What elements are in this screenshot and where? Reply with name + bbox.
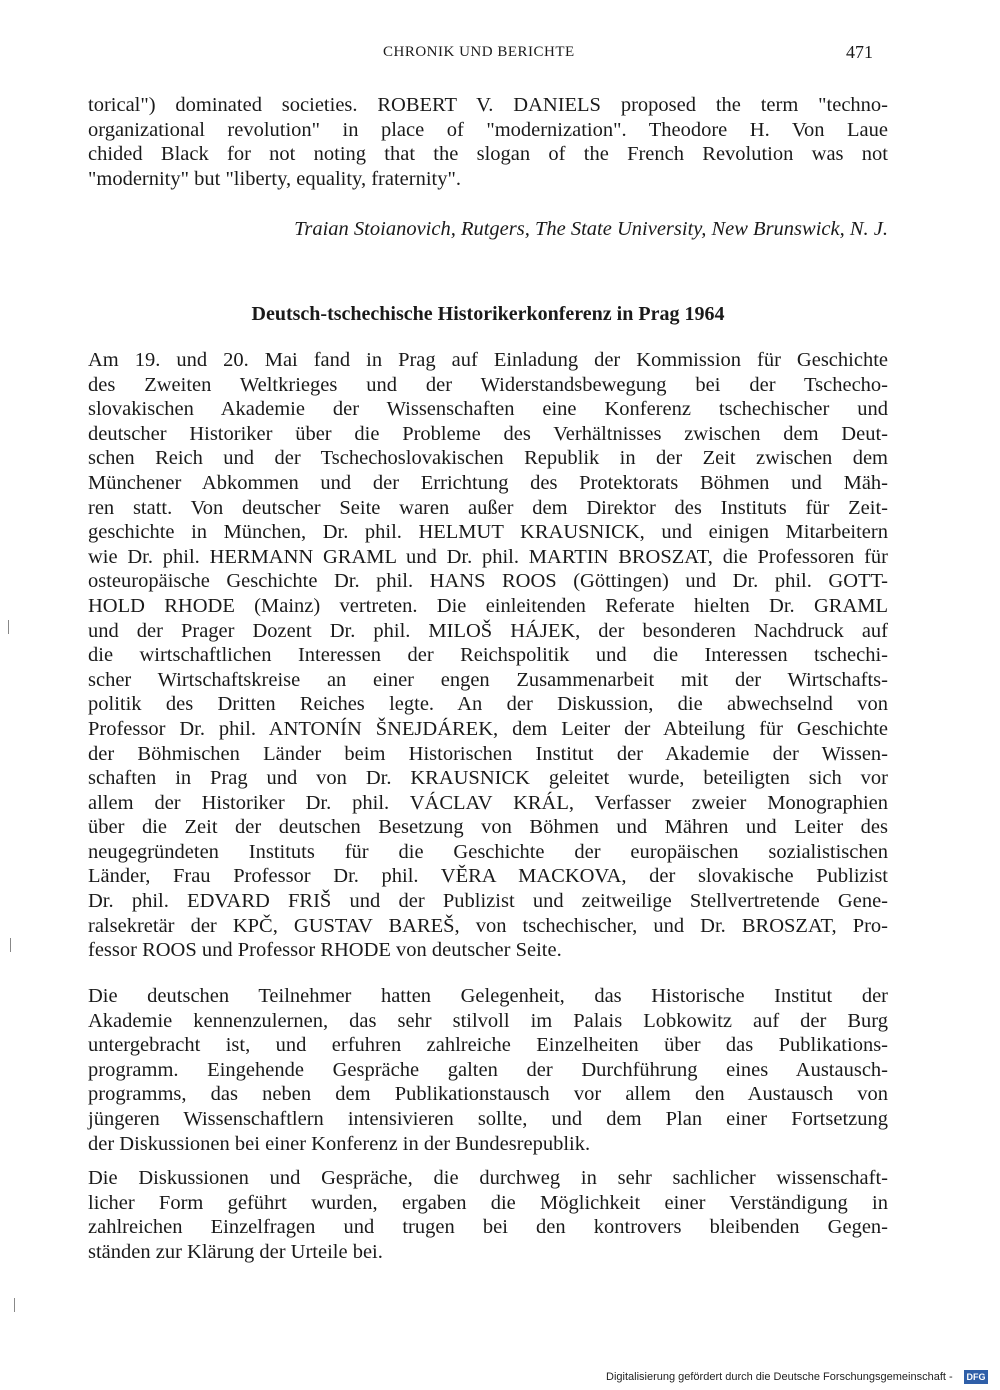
text-line: Die deutschen Teilnehmer hatten Gelegenheit, das Historische Institut der [88, 985, 888, 1007]
article-paragraph-1 [88, 348, 888, 963]
text-line: und der Prager Dozent Dr. phil. MILOŠ HÁJEK, der besonderen Nachdruck auf [88, 619, 888, 642]
text-line: wie Dr. phil. HERMANN GRAML und Dr. phil. MARTIN BROSZAT, die Professoren für [88, 545, 888, 568]
text-line: der Böhmischen Länder beim Historischen Institut der Akademie der Wissen- [88, 742, 888, 765]
text-line: "modernity" but "liberty, equality, fraternity". [88, 167, 461, 190]
text-line: ständen zur Klärung der Urteile bei. [88, 1240, 383, 1263]
text-line: programm. Eingehende Gespräche galten der Durchführung eines Austausch- [88, 1058, 888, 1081]
text-line: über die Zeit der deutschen Besetzung von Böhmen und Mähren und Leiter des [88, 816, 888, 839]
text-line: des Zweiten Weltkrieges und der Widerstandsbewegung bei der Tschecho- [88, 373, 888, 396]
article-paragraph-3 [88, 1166, 888, 1264]
dfg-logo: DFG [964, 1370, 988, 1384]
running-head: CHRONIK UND BERICHTE [383, 44, 575, 60]
text-line: schen Reich und der Tschechoslovakischen Republik in der Zeit zwischen dem [88, 447, 888, 470]
margin-mark [14, 1298, 15, 1312]
text-line: Professor Dr. phil. ANTONÍN ŠNEJDÁREK, dem Leiter der Abteilung für Geschichte [88, 717, 888, 740]
text-line: politik des Dritten Reiches legte. An der Diskussion, die abwechselnd von [88, 693, 888, 716]
text-line: neugegründeten Instituts für die Geschichte der europäischen sozialistischen [88, 840, 888, 863]
author-signature: Traian Stoianovich, Rutgers, The State University, New Brunswick, N. J. [294, 218, 888, 240]
text-line: Länder, Frau Professor Dr. phil. VĚRA MACKOVA, der slovakische Publizist [88, 865, 888, 888]
text-line: Die Diskussionen und Gespräche, die durchweg in sehr sachlicher wissenschaft- [88, 1167, 888, 1189]
page-number: 471 [846, 42, 873, 62]
article-paragraph-2 [88, 984, 888, 1156]
article-title: Deutsch-tschechische Historikerkonferenz in Prag 1964 [251, 303, 725, 325]
text-line: deutscher Historiker über die Probleme des Verhältnisses zwischen dem Deut- [88, 422, 888, 445]
text-line: zahlreichen Einzelfragen und trugen bei den kontrovers bleibenden Gegen- [88, 1216, 888, 1239]
text-line: geschichte in München, Dr. phil. HELMUT KRAUSNICK, und einigen Mitarbeitern [88, 521, 888, 544]
text-line: allem der Historiker Dr. phil. VÁCLAV KRÁL, Verfasser zweier Monographien [88, 791, 888, 814]
text-line: Am 19. und 20. Mai fand in Prag auf Einladung der Kommission für Geschichte [88, 349, 888, 371]
text-line: torical") dominated societies. ROBERT V. DANIELS proposed the term "techno- [88, 94, 888, 116]
digitization-credit: Digitalisierung gefördert durch die Deutsche Forschungsgemeinschaft - [606, 1371, 953, 1383]
text-line: jüngeren Wissenschaftlern intensivieren sollte, und dem Plan einer Fortsetzung [88, 1107, 888, 1130]
text-line: Dr. phil. EDVARD FRIŠ und der Publizist und zeitweilige Stellvertretende Gene- [88, 890, 888, 913]
margin-mark [8, 620, 9, 634]
text-line: ralsekretär der KPČ, GUSTAV BAREŠ, von tschechischer, und Dr. BROSZAT, Pro- [88, 914, 888, 937]
text-line: organizational revolution" in place of "modernization". Theodore H. Von Laue [88, 118, 888, 141]
text-line: die wirtschaftlichen Interessen der Reichspolitik und die Interessen tschechi- [88, 644, 888, 667]
text-line: der Diskussionen bei einer Konferenz in der Bundesrepublik. [88, 1132, 591, 1155]
text-line: HOLD RHODE (Mainz) vertreten. Die einleitenden Referate hielten Dr. GRAML [88, 594, 888, 617]
text-line: slovakischen Akademie der Wissenschaften eine Konferenz tschechischer und [88, 398, 888, 421]
text-line: licher Form geführt wurden, ergaben die Möglichkeit einer Verständigung in [88, 1191, 888, 1214]
text-line: fessor ROOS und Professor RHODE von deutscher Seite. [88, 939, 562, 962]
text-line: schaften in Prag und von Dr. KRAUSNICK geleitet wurde, beteiligten sich vor [88, 767, 888, 790]
margin-mark [10, 938, 11, 952]
text-line: osteuropäische Geschichte Dr. phil. HANS ROOS (Göttingen) und Dr. phil. GOTT- [88, 570, 888, 593]
text-line: scher Wirtschaftskreise an einer engen Zusammenarbeit mit der Wirtschafts- [88, 668, 888, 691]
text-line: Akademie kennenzulernen, das sehr stilvoll im Palais Lobkowitz auf der Burg [88, 1009, 888, 1032]
text-line: programms, das neben dem Publikationstausch vor allem den Austausch von [88, 1083, 888, 1106]
intro-paragraph [88, 93, 888, 191]
text-line: chided Black for not noting that the slogan of the French Revolution was not [88, 143, 888, 166]
text-line: Münchener Abkommen und der Errichtung des Protektorats Böhmen und Mäh- [88, 471, 888, 494]
text-line: ren statt. Von deutscher Seite waren außer dem Direktor des Instituts für Zeit- [88, 496, 888, 519]
text-line: untergebracht ist, und erfuhren zahlreiche Einzelheiten über das Publikations- [88, 1034, 888, 1057]
